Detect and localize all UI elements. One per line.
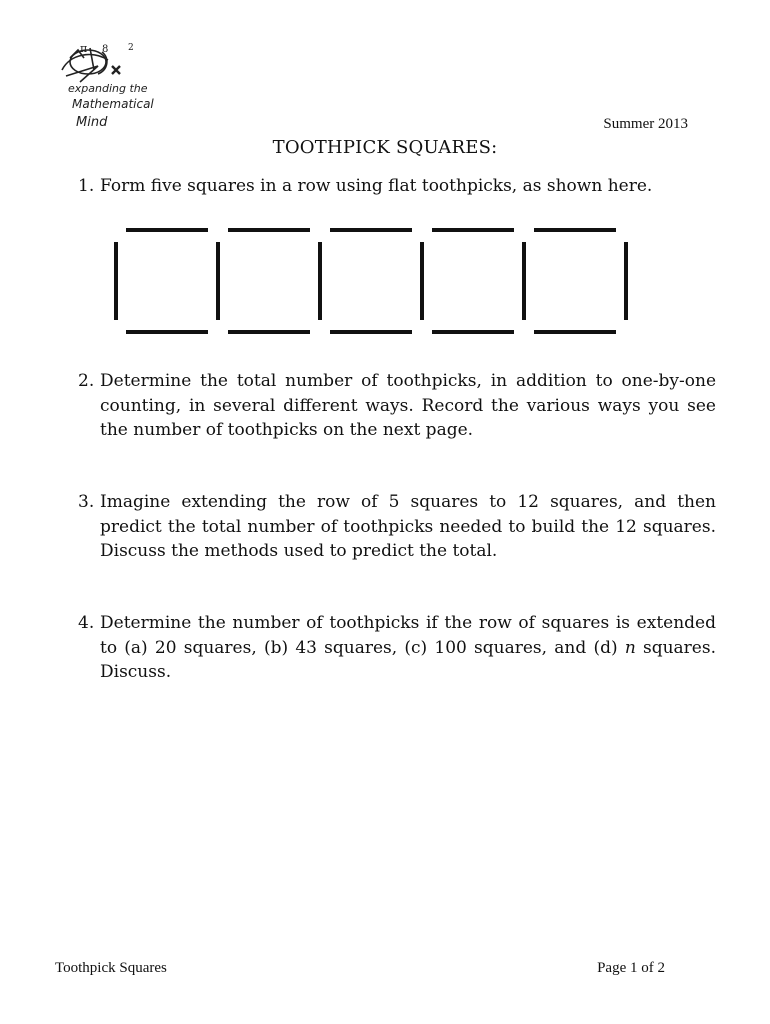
question-text: Form five squares in a row using flat toothpicks, as shown here. — [100, 176, 653, 196]
footer-page-number: Page 1 of 2 — [597, 960, 665, 976]
logo-text-line2: Mathematical — [72, 97, 154, 111]
season-label: Summer 2013 — [603, 116, 688, 132]
svg-text:2: 2 — [128, 43, 134, 53]
svg-text:8: 8 — [102, 44, 109, 55]
question-text: Imagine extending the row of 5 squares to 12 squares, and then predict the total number of toothpicks needed to build the 12 squares. Discuss the methods used to predict the total. — [100, 492, 716, 561]
question-4 — [78, 611, 716, 685]
toothpick-squares-figure — [110, 222, 634, 338]
variable-n: n — [624, 637, 636, 658]
footer-document-title: Toothpick Squares — [55, 960, 167, 976]
svg-text:π: π — [80, 42, 88, 55]
question-number: 3. — [78, 492, 95, 512]
question-number: 4. — [78, 613, 95, 633]
logo — [50, 40, 162, 132]
page-title: TOOTHPICK SQUARES: — [272, 137, 498, 158]
question-text-before: Determine the number of toothpicks if the row of squares is extended to (a) 20 squares, (b) 43 squares, (c) 100 squares, and (d) — [100, 613, 716, 658]
question-text — [100, 611, 716, 685]
toothpick-diagram — [110, 222, 634, 338]
logo-text-line1: expanding the — [68, 82, 148, 95]
logo-graphic — [50, 40, 162, 132]
question-text-after: squares. Discuss. — [100, 637, 716, 682]
question-text: Determine the total number of toothpicks, in addition to one-by-one counting, in several different ways. Record the various ways you see the number of toothpicks on the next page. — [100, 371, 716, 440]
question-number: 1. — [78, 176, 95, 196]
question-number: 2. — [78, 371, 95, 391]
question-2 — [78, 369, 716, 443]
logo-text-line3: Mind — [76, 115, 108, 130]
question-1 — [78, 174, 716, 199]
question-3 — [78, 490, 716, 564]
